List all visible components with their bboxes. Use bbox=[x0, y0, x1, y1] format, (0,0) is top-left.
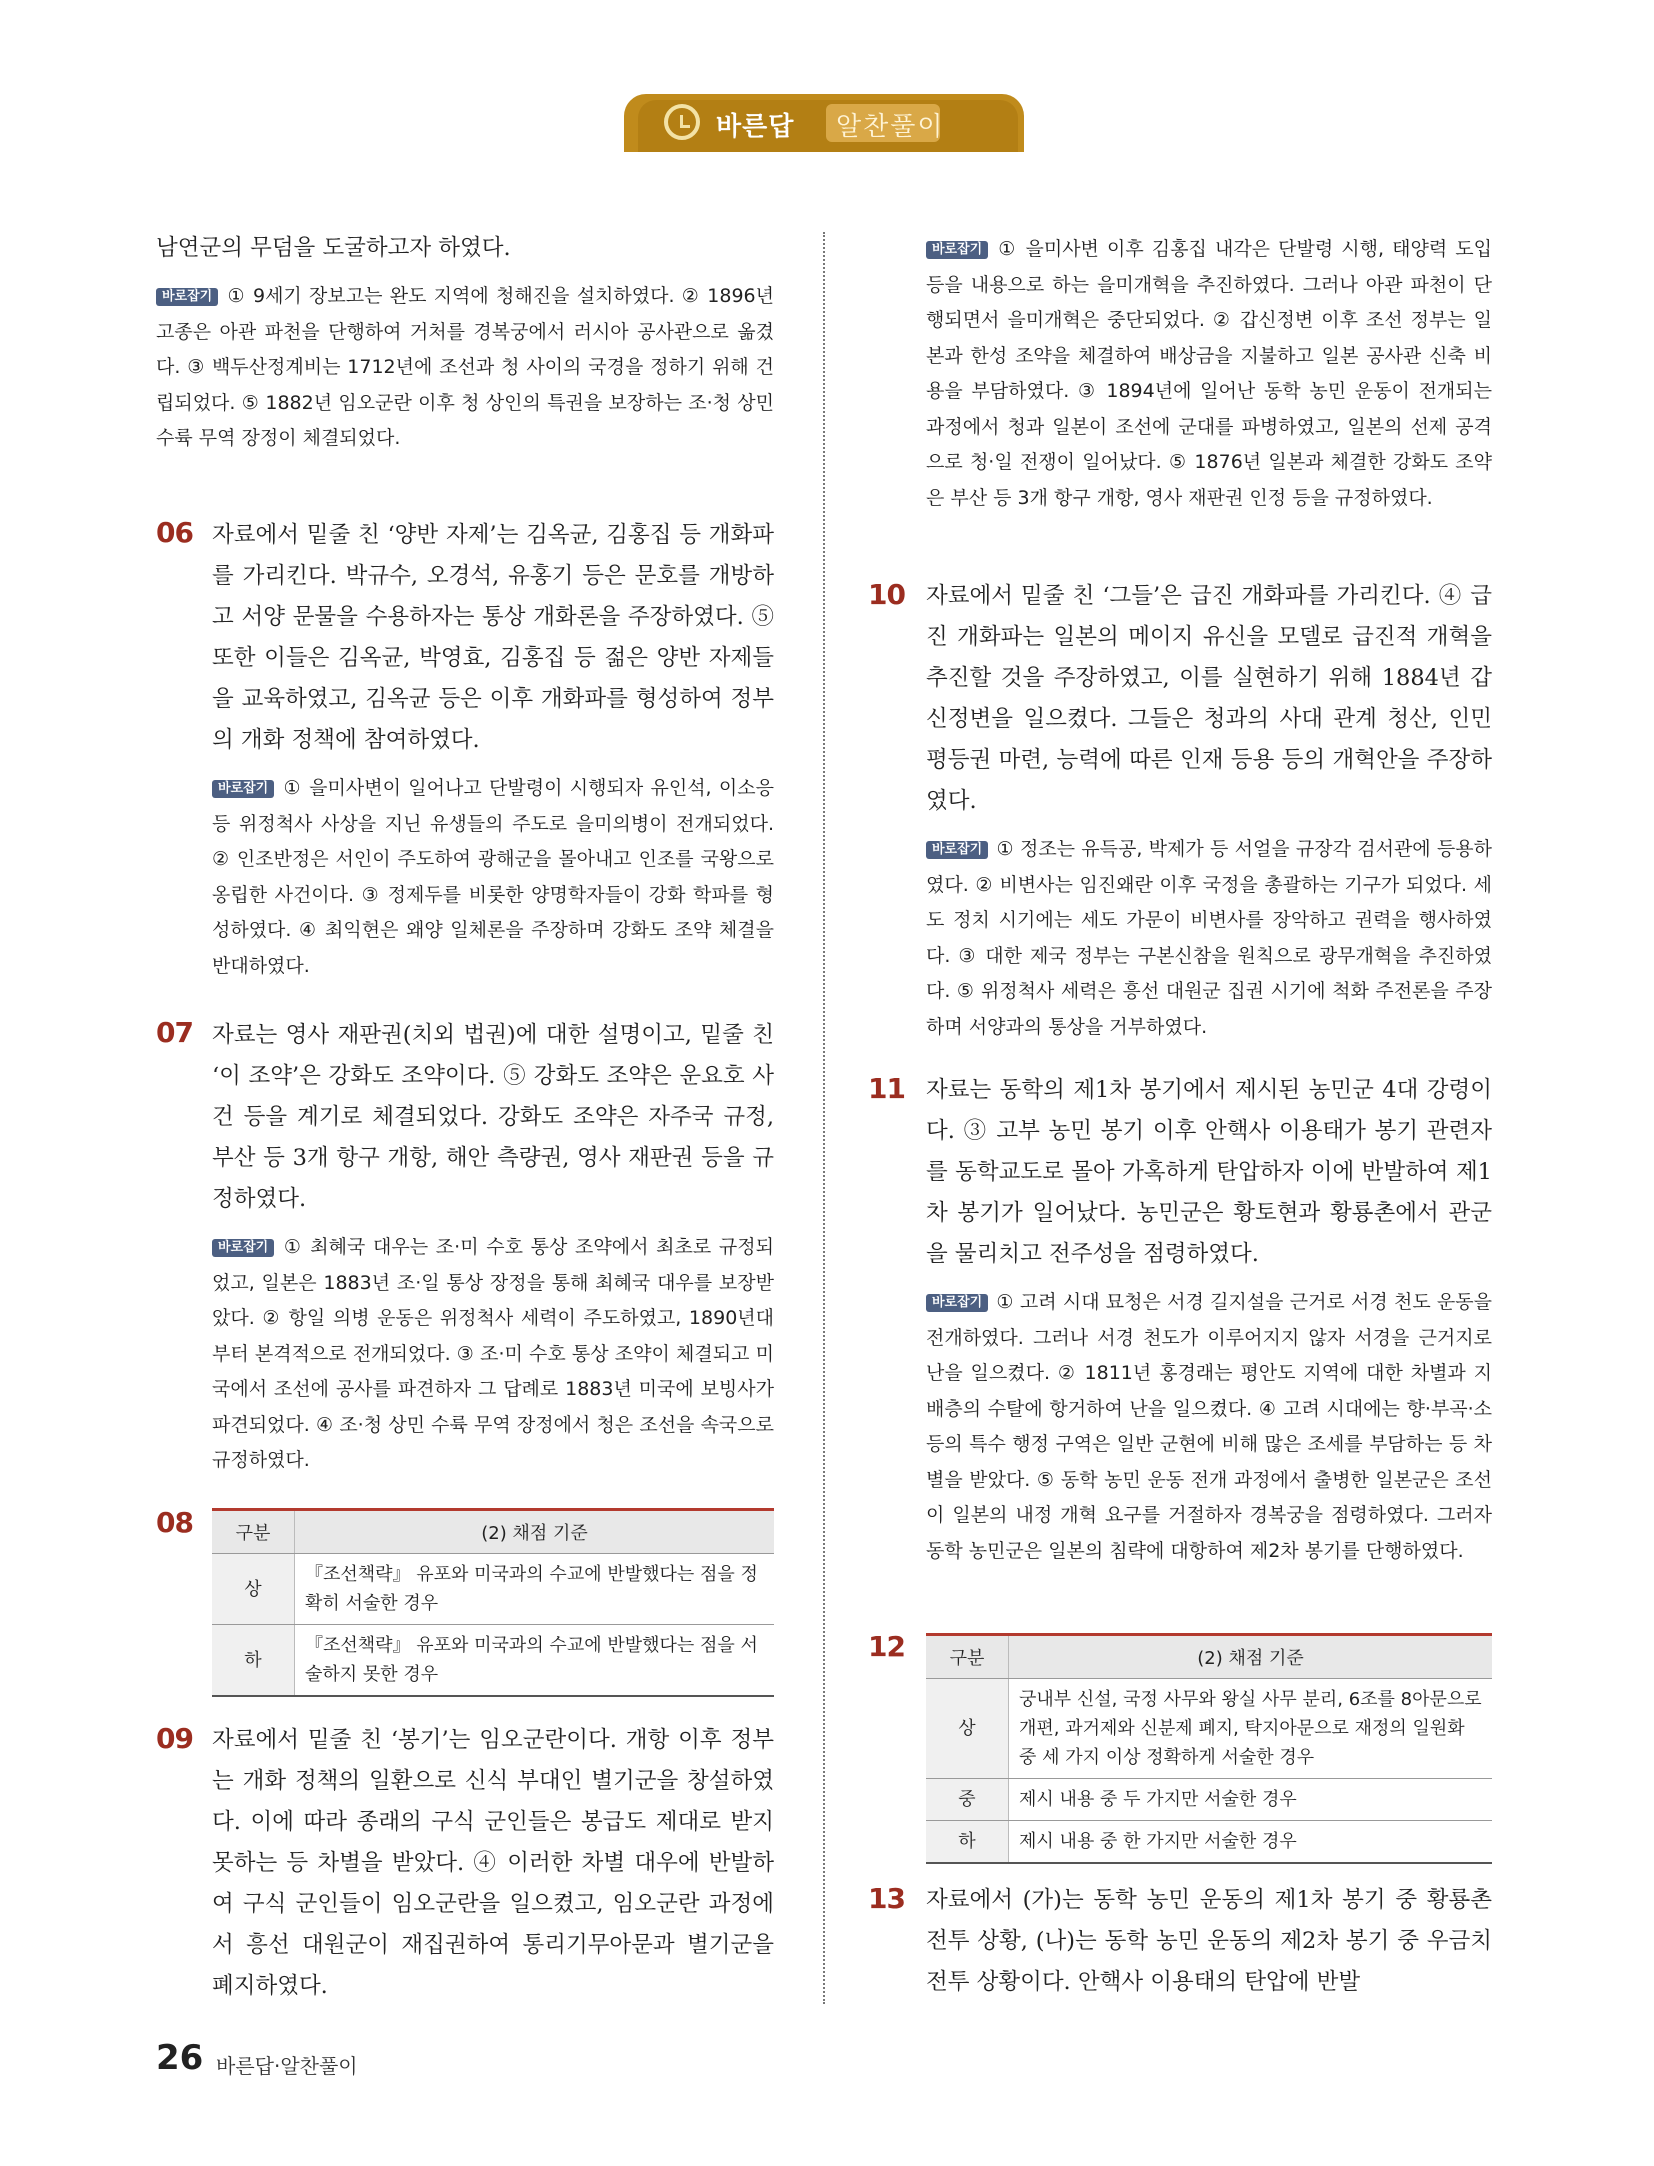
q08-table-block bbox=[212, 1508, 774, 1697]
q11-note-text: ① 고려 시대 묘청은 서경 길지설을 근거로 서경 천도 운동을 전개하였다. 그러나 서경 천도가 이루어지지 않자 서경을 근거지로 난을 일으켰다. ② 1811년 홍경래는 평안도 지역에 대한 차별과 지배층의 수탈에 항거하여 난을 일으켰다. ④ 고려 시대에는 향·부곡·소 등의 특수 행정 구역은 일반 군현에 비해 많은 조세를 부담하는 등 차별을 받았다. ⑤ 동학 농민 운동 전개 과정에서 출병한 일본군은 조선이 일본의 내정 개혁 요구를 거절하자 경복궁을 점령하였다. 그러자 동학 농민군은 일본의 침략에 대항하여 제2차 봉기를 단행하였다. bbox=[926, 1291, 1492, 1562]
correction-badge: 바로잡기 bbox=[156, 288, 218, 306]
q11-block bbox=[926, 1070, 1492, 1569]
q07-number: 07 bbox=[156, 1016, 193, 1049]
q05-note-text: ① 9세기 장보고는 완도 지역에 청해진을 설치하였다. ② 1896년 고종은 아관 파천을 단행하여 거처를 경복궁에서 러시아 공사관으로 옮겼다. ③ 백두산정계비는 1712년에 조선과 청 사이의 국경을 정하기 위해 건립되었다. ⑤ 1882년 임오군란 이후 청 상인의 특권을 보장하는 조·청 상민 수륙 무역 장정이 체결되었다. bbox=[156, 285, 774, 449]
q09-body: 자료에서 밑줄 친 ‘봉기’는 임오군란이다. 개항 이후 정부는 개화 정책의 일환으로 신식 부대인 별기군을 창설하였다. 이에 따라 종래의 구식 군인들은 봉급도 제대로 받지 못하는 등 차별을 받았다. ④ 이러한 차별 대우에 반발하여 구식 군인들이 임오군란을 일으켰고, 임오군란 과정에서 흥선 대원군이 재집권하여 통리기무아문과 별기군을 폐지하였다. bbox=[212, 1727, 774, 1999]
table-row bbox=[212, 1554, 774, 1625]
q12-row3-desc: 제시 내용 중 한 가지만 서술한 경우 bbox=[1009, 1821, 1493, 1864]
q09-note-block bbox=[926, 232, 1492, 516]
q12-row2-grade: 중 bbox=[926, 1779, 1009, 1821]
q13-number: 13 bbox=[868, 1882, 905, 1915]
q08-row1-desc: 『조선책략』 유포와 미국과의 수교에 반발했다는 점을 정확히 서술한 경우 bbox=[295, 1554, 775, 1625]
table-row bbox=[926, 1779, 1492, 1821]
header-sub: 알찬풀이 bbox=[836, 112, 945, 142]
q12-table-block bbox=[926, 1633, 1492, 1864]
q12-row1-grade: 상 bbox=[926, 1679, 1009, 1779]
clock-check-icon bbox=[664, 104, 700, 140]
q11-number: 11 bbox=[868, 1072, 905, 1105]
q10-body: 자료에서 밑줄 친 ‘그들’은 급진 개화파를 가리킨다. ④ 급진 개화파는 일본의 메이지 유신을 모델로 급진적 개혁을 추진할 것을 주장하였고, 이를 실현하기 위해 1884년 갑신정변을 일으켰다. 그들은 청과의 사대 관계 청산, 인민 평등권 마련, 능력에 따른 인재 등용 등의 개혁안을 주장하였다. bbox=[926, 583, 1492, 814]
q10-note bbox=[926, 832, 1492, 1045]
q09-number: 09 bbox=[156, 1722, 193, 1755]
q11-note bbox=[926, 1285, 1492, 1569]
q11-body: 자료는 동학의 제1차 봉기에서 제시된 농민군 4대 강령이다. ③ 고부 농민 봉기 이후 안핵사 이용태가 봉기 관련자를 동학교도로 몰아 가혹하게 탄압하자 이에 반발하여 제1차 봉기가 일어났다. 농민군은 황토현과 황룡촌에서 관군을 물리치고 전주성을 점령하였다. bbox=[926, 1077, 1492, 1267]
header-brand: 바른답 bbox=[716, 112, 795, 142]
correction-badge: 바로잡기 bbox=[926, 841, 988, 859]
q13-block bbox=[926, 1880, 1492, 2003]
q10-block bbox=[926, 576, 1492, 1045]
q08-number: 08 bbox=[156, 1506, 193, 1539]
footer-title: 바른답·알찬풀이 bbox=[216, 2054, 358, 2078]
q10-note-text: ① 정조는 유득공, 박제가 등 서얼을 규장각 검서관에 등용하였다. ② 비변사는 임진왜란 이후 국정을 총괄하는 기구가 되었다. 세도 정치 시기에는 세도 가문이 비변사를 장악하고 권력을 행사하였다. ③ 대한 제국 정부는 구본신참을 원칙으로 광무개혁을 추진하였다. ⑤ 위정척사 세력은 흥선 대원군 집권 시기에 척화 주전론을 주장하며 서양과의 통상을 거부하였다. bbox=[926, 838, 1492, 1038]
table-row bbox=[926, 1679, 1492, 1779]
q12-number: 12 bbox=[868, 1630, 905, 1663]
table-row bbox=[926, 1821, 1492, 1864]
table-row bbox=[212, 1625, 774, 1697]
q06-number: 06 bbox=[156, 516, 193, 549]
page-number: 26 bbox=[156, 2038, 204, 2078]
correction-badge: 바로잡기 bbox=[212, 780, 274, 798]
q12-col-criteria: (2) 채점 기준 bbox=[1009, 1635, 1493, 1679]
correction-badge: 바로잡기 bbox=[926, 241, 988, 259]
q08-col-criteria: (2) 채점 기준 bbox=[295, 1510, 775, 1554]
q09-note bbox=[926, 232, 1492, 516]
q05-block bbox=[156, 228, 774, 457]
q06-block bbox=[212, 515, 774, 984]
q08-row2-desc: 『조선책략』 유포와 미국과의 수교에 반발했다는 점을 서술하지 못한 경우 bbox=[295, 1625, 775, 1697]
q12-row1-desc: 궁내부 신설, 국정 사무와 왕실 사무 분리, 6조를 8아문으로 개편, 과거제와 신분제 폐지, 탁지아문으로 재정의 일원화 중 세 가지 이상 정확하게 서술한 경우 bbox=[1009, 1679, 1493, 1779]
q09-note-text: ① 을미사변 이후 김홍집 내각은 단발령 시행, 태양력 도입 등을 내용으로 하는 을미개혁을 추진하였다. 그러나 아관 파천이 단행되면서 을미개혁은 중단되었다. ② 갑신정변 이후 조선 정부는 일본과 한성 조약을 체결하여 배상금을 지불하고 일본 공사관 신축 비용을 부담하였다. ③ 1894년에 일어난 동학 농민 운동이 전개되는 과정에서 청과 일본이 조선에 군대를 파병하였고, 일본의 선제 공격으로 청·일 전쟁이 일어났다. ⑤ 1876년 일본과 체결한 강화도 조약은 부산 등 3개 항구 개항, 영사 재판권 인정 등을 규정하였다. bbox=[926, 238, 1492, 509]
q08-grading-table bbox=[212, 1508, 774, 1697]
q05-note bbox=[156, 279, 774, 457]
q12-col-grade: 구분 bbox=[926, 1635, 1009, 1679]
q10-number: 10 bbox=[868, 578, 905, 611]
q07-block bbox=[212, 1015, 774, 1479]
q08-row1-grade: 상 bbox=[212, 1554, 295, 1625]
q12-grading-table bbox=[926, 1633, 1492, 1864]
q08-col-grade: 구분 bbox=[212, 1510, 295, 1554]
q06-body: 자료에서 밑줄 친 ‘양반 자제’는 김옥균, 김홍집 등 개화파를 가리킨다. 박규수, 오경석, 유홍기 등은 문호를 개방하고 서양 문물을 수용하자는 통상 개화론을 주장하였다. ⑤ 또한 이들은 김옥균, 박영효, 김홍집 등 젊은 양반 자제들을 교육하였고, 김옥균 등은 이후 개화파를 형성하여 정부의 개화 정책에 참여하였다. bbox=[212, 522, 774, 753]
q08-row2-grade: 하 bbox=[212, 1625, 295, 1697]
q06-note-text: ① 을미사변이 일어나고 단발령이 시행되자 유인석, 이소응 등 위정척사 사상을 지닌 유생들의 주도로 을미의병이 전개되었다. ② 인조반정은 서인이 주도하여 광해군을 몰아내고 인조를 국왕으로 옹립한 사건이다. ③ 정제두를 비롯한 양명학자들이 강화 학파를 형성하였다. ④ 최익현은 왜양 일체론을 주장하며 강화도 조약 체결을 반대하였다. bbox=[212, 777, 774, 977]
q06-note bbox=[212, 771, 774, 984]
q07-body: 자료는 영사 재판권(치외 법권)에 대한 설명이고, 밑줄 친 ‘이 조약’은 강화도 조약이다. ⑤ 강화도 조약은 운요호 사건 등을 계기로 체결되었다. 강화도 조약은 자주국 규정, 부산 등 3개 항구 개항, 해안 측량권, 영사 재판권 등을 규정하였다. bbox=[212, 1022, 774, 1212]
q07-note bbox=[212, 1230, 774, 1479]
correction-badge: 바로잡기 bbox=[212, 1239, 274, 1257]
q09-block bbox=[212, 1720, 774, 2007]
q07-note-text: ① 최혜국 대우는 조·미 수호 통상 조약에서 최초로 규정되었고, 일본은 1883년 조·일 통상 장정을 통해 최혜국 대우를 보장받았다. ② 항일 의병 운동은 위정척사 세력이 주도하였고, 1890년대부터 본격적으로 전개되었다. ③ 조·미 수호 통상 조약이 체결되고 미국에서 조선에 공사를 파견하자 그 답례로 1883년 미국에 보빙사가 파견되었다. ④ 조·청 상민 수륙 무역 장정에서 청은 조선을 속국으로 규정하였다. bbox=[212, 1236, 774, 1471]
q05-tail: 남연군의 무덤을 도굴하고자 하였다. bbox=[156, 235, 511, 261]
column-divider bbox=[823, 232, 825, 2004]
q12-row2-desc: 제시 내용 중 두 가지만 서술한 경우 bbox=[1009, 1779, 1493, 1821]
correction-badge: 바로잡기 bbox=[926, 1294, 988, 1312]
q12-row3-grade: 하 bbox=[926, 1821, 1009, 1864]
q13-body: 자료에서 (가)는 동학 농민 운동의 제1차 봉기 중 황룡촌 전투 상황, (나)는 동학 농민 운동의 제2차 봉기 중 우금치 전투 상황이다. 안핵사 이용태의 탄압에 반발 bbox=[926, 1887, 1492, 1995]
